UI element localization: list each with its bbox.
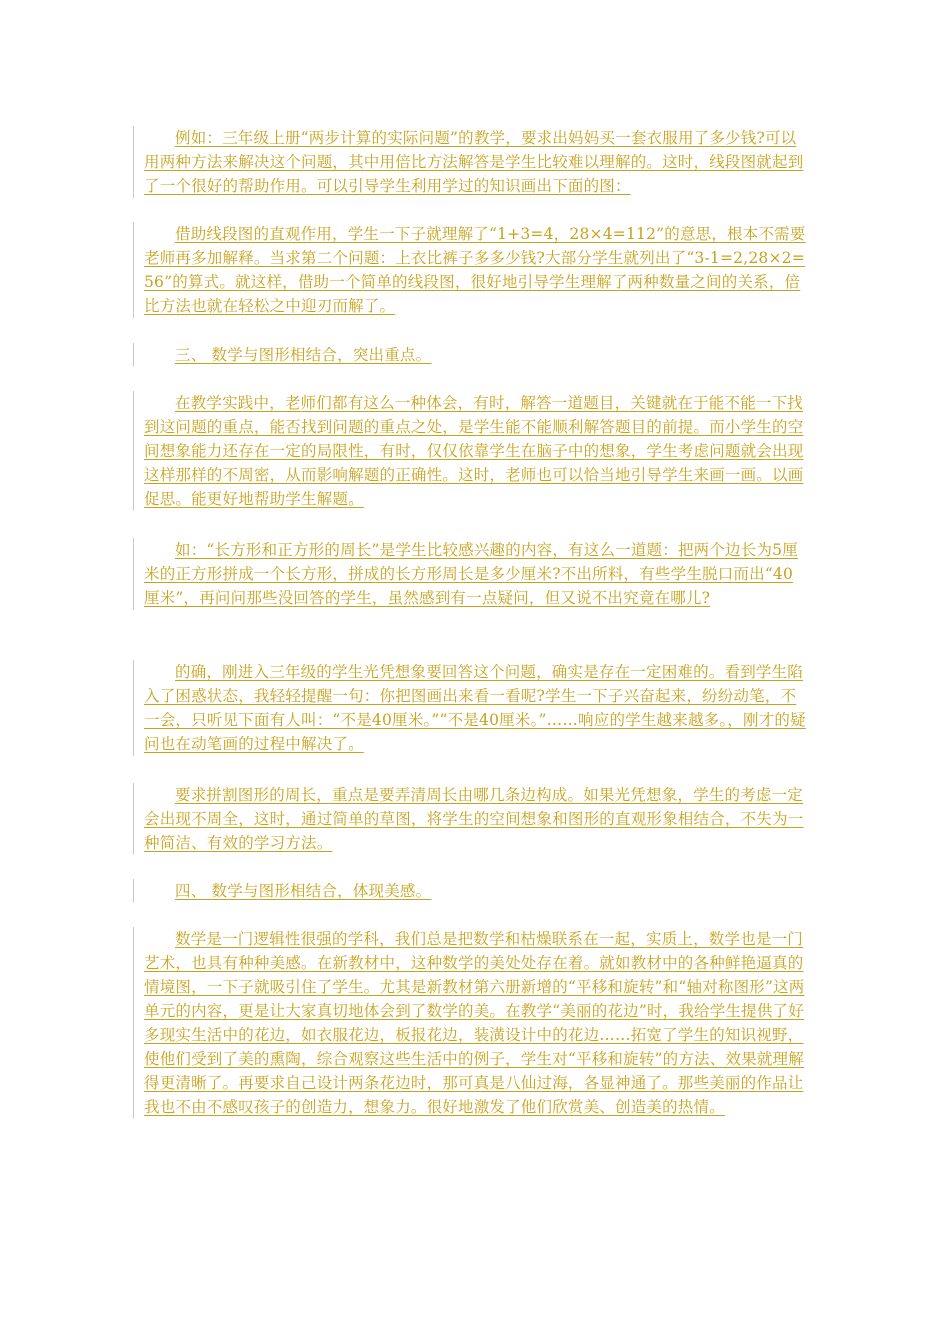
section-heading-text: 三、 数学与图形相结合，突出重点。: [175, 346, 432, 364]
section-heading-text: 四、 数学与图形相结合，体现美感。: [175, 882, 432, 900]
section-heading-four: [133, 879, 808, 903]
paragraph-text: 借助线段图的直观作用，学生一下子就理解了“1+3=4，28×4=112”的意思，根本不需要老师再多加解释。当求第二个问题：上衣比裤子多多少钱?大部分学生就列出了“3-1=2,28×2=56”的算式。就这样，借助一个简单的线段图，很好地引导学生理解了两种数量之间的关系，倍比方法也就在轻松之中迎刃而解了。: [144, 225, 806, 315]
paragraph-third-grade: [133, 660, 808, 756]
paragraph-text: 例如：三年级上册“两步计算的实际问题”的教学，要求出妈妈买一套衣服用了多少钱?可以用两种方法来解决这个问题，其中用倍比方法解答是学生比较难以理解的。这时，线段图就起到了一个很好的帮助作用。可以引导学生利用学过的知识画出下面的图：: [144, 129, 804, 195]
paragraph-perimeter-example: [133, 538, 808, 610]
paragraph-teaching-practice: [133, 391, 808, 511]
paragraph-text: 的确，刚进入三年级的学生光凭想象要回答这个问题，确实是存在一定困难的。看到学生陷入了困惑状态，我轻轻提醒一句：你把图画出来看一看呢?学生一下子兴奋起来，纷纷动笔，不一会，只听见下面有人叫：“不是40厘米。”“不是40厘米。”……响应的学生越来越多。，刚才的疑问也在动笔画的过程中解决了。: [144, 663, 806, 753]
paragraph-math-beauty: [133, 927, 808, 1119]
paragraph-line-diagram: [133, 222, 808, 318]
section-heading-three: [133, 343, 808, 367]
paragraph-perimeter-summary: [133, 783, 808, 855]
paragraph-text: 要求拼割图形的周长，重点是要弄清周长由哪几条边构成。如果光凭想象，学生的考虑一定会出现不周全，这时，通过简单的草图，将学生的空间想象和图形的直观形象相结合，不失为一种简洁、有效的学习方法。: [144, 786, 804, 852]
paragraph-text: 在教学实践中，老师们都有这么一种体会，有时，解答一道题目，关键就在于能不能一下找到这问题的重点，能否找到问题的重点之处，是学生能不能顺利解答题目的前提。而小学生的空间想象能力还存在一定的局限性，有时，仅仅依靠学生在脑子中的想象，学生考虑问题就会出现这样那样的不周密，从而影响解题的正确性。这时，老师也可以恰当地引导学生来画一画。以画促思。能更好地帮助学生解题。: [144, 394, 804, 508]
paragraph-example-two-step: [133, 126, 808, 198]
paragraph-text: 数学是一门逻辑性很强的学科，我们总是把数学和枯燥联系在一起，实质上，数学也是一门艺术，也具有种种美感。在新教材中，这种数学的美处处存在着。就如教材中的各种鲜艳逼真的情境图，一下子就吸引住了学生。尤其是新教材第六册新增的“平移和旋转”和“轴对称图形”这两单元的内容，更是让大家真切地体会到了数学的美。在教学“美丽的花边”时，我给学生提供了好多现实生活中的花边，如衣服花边，板报花边，装潢设计中的花边……拓宽了学生的知识视野，使他们受到了美的熏陶，综合观察这些生活中的例子，学生对“平移和旋转”的方法、效果就理解得更清晰了。再要求自己设计两条花边时，那可真是八仙过海，各显神通了。那些美丽的作品让我也不由不感叹孩子的创造力，想象力。很好地激发了他们欣赏美、创造美的热情。: [144, 930, 805, 1116]
paragraph-text: 如：“长方形和正方形的周长”是学生比较感兴趣的内容，有这么一道题：把两个边长为5厘米的正方形拼成一个长方形，拼成的长方形周长是多少厘米?不出所料，有些学生脱口而出“40厘米”，再问问那些没回答的学生，虽然感到有一点疑问，但又说不出究竟在哪儿?: [144, 541, 798, 607]
